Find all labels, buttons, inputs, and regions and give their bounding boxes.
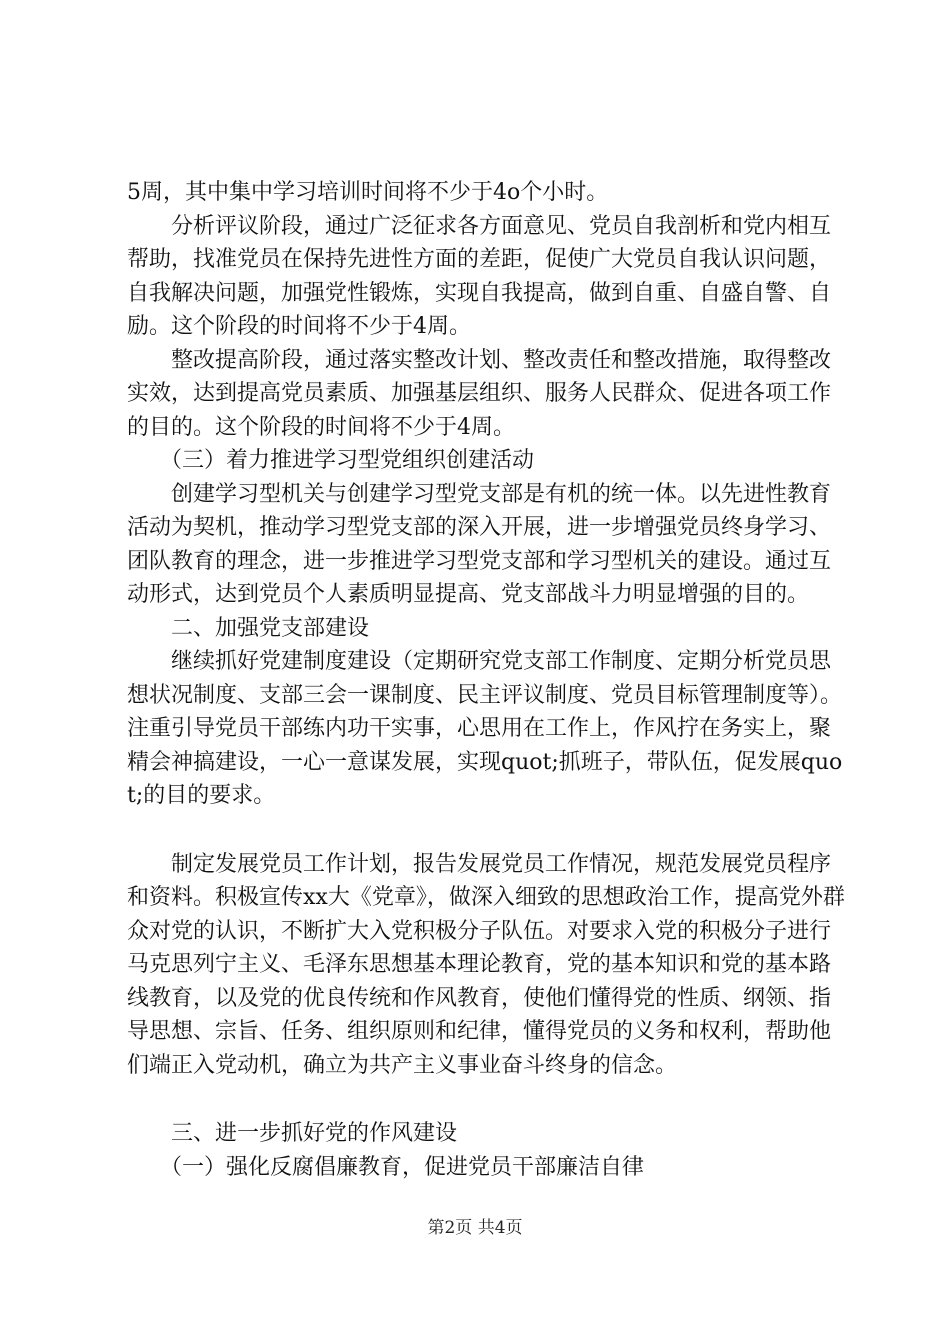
heading-anti-corruption: （一）强化反腐倡廉教育，促进党员干部廉洁自律 [127,1154,645,1180]
paragraph-gap [127,813,847,848]
heading-learning-organization: （三）着力推进学习型党组织创建活动 [127,448,535,473]
page-number-footer: 第2页 共4页 [427,1218,523,1238]
paragraph-rectification-stage: 整改提高阶段，通过落实整改计划、整改责任和整改措施，取得整改实效，达到提高党员素质、加强基层组织、服务人民群众、促进各项工作的目的。这个阶段的时间将不少于4周。 [127,347,832,440]
paragraph-study-duration: 5周，其中集中学习培训时间将不少于4o个小时。 [127,180,609,205]
paragraph-analysis-stage: 分析评议阶段，通过广泛征求各方面意见、党员自我剖析和党内相互帮助，找准党员在保持先进性方面的差距，促使广大党员自我认识问题，自我解决问题，加强党性锻炼，实现自我提高，做到自重、自盛自警、自励。这个阶段的时间将不少于4周。 [127,213,832,339]
heading-work-style: 三、进一步抓好党的作风建设 [127,1121,458,1146]
heading-branch-building: 二、加强党支部建设 [127,615,370,641]
document-body [127,176,847,1184]
paragraph-learning-organization: 创建学习型机关与创建学习型党支部是有机的统一体。以先进性教育活动为契机，推动学习型党支部的深入开展，进一步增强党员终身学习、团队教育的理念，进一步推进学习型党支部和学习型机关的建设。通过互动形式，达到党员个人素质明显提高、党支部战斗力明显增强的目的。 [127,481,832,607]
paragraph-gap [127,1082,847,1117]
paragraph-system-building: 继续抓好党建制度建设（定期研究党支部工作制度、定期分析党员思想状况制度、支部三会一课制度、民主评议制度、党员目标管理制度等）。注重引导党员干部练内功干实事，心思用在工作上，作风拧在务实上，聚精会神搞建设，一心一意谋发展，实现quot;抓班子，带队伍，促发展quot;的目的要求。 [127,649,843,808]
paragraph-member-development: 制定发展党员工作计划，报告发展党员工作情况，规范发展党员程序和资料。积极宣传xx大《党章》，做深入细致的思想政治工作，提高党外群众对党的认识，不断扩大入党积极分子队伍。对要求入党的积极分子进行马克思列宁主义、毛泽东思想基本理论教育，党的基本知识和党的基本路线教育，以及党的优良传统和作风教育，使他们懂得党的性质、纲领、指导思想、宗旨、任务、组织原则和纪律，懂得党员的义务和权利，帮助他们端正入党动机，确立为共产主义事业奋斗终身的信念。 [127,851,845,1078]
